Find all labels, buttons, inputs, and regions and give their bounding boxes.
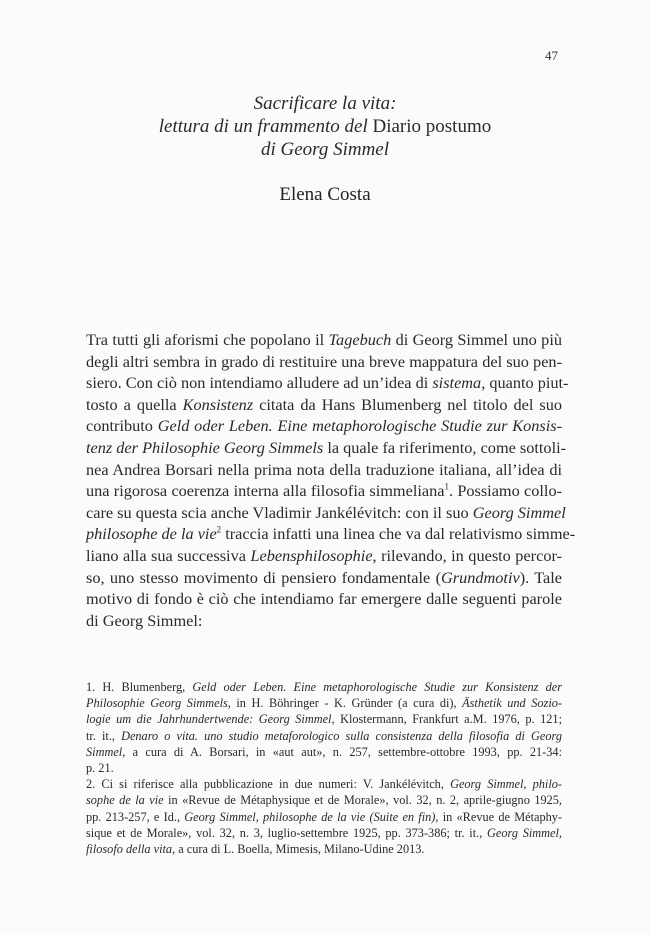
text-run: , Klostermann, Frankfurt a.M. 1976, p. 121; (331, 712, 562, 727)
body-line (86, 502, 566, 524)
footnote-line (86, 809, 562, 825)
text-run: contributo (86, 416, 158, 436)
footnote-line (86, 776, 562, 792)
title-line-2: lettura di un frammento del Diario postumo (158, 116, 492, 137)
text-run: degli altri sembra in grado di restituire una breve mappatura del suo pen- (86, 351, 562, 371)
text-run: Simmel (86, 744, 123, 759)
text-run: Geld oder Leben. Eine metaphorologische Studie zur Konsistenz der (192, 680, 562, 694)
footnote-line (86, 760, 562, 776)
text-run: Philosophie Georg Simmels (86, 696, 228, 711)
body-line (86, 415, 562, 437)
body-line (86, 523, 576, 545)
text-run: di Georg Simmel: (86, 610, 203, 630)
text-run: Georg Simmel (472, 502, 566, 522)
body-line (86, 394, 562, 416)
text-run: una rigorosa coerenza interna alla filosofia simmeliana (86, 481, 445, 501)
body-line (86, 351, 562, 373)
footnote-line (86, 841, 562, 857)
body-line (86, 545, 562, 567)
text-run: tr. it., (86, 728, 122, 743)
footnote-ref: 1 (444, 481, 449, 492)
text-run: liano alla sua successiva (86, 545, 251, 565)
text-run: tenz der Philosophie Georg Simmels (86, 437, 324, 457)
text-run: Denaro o vita. uno studio metaforologico sulla consistenza della filosofia di Georg (121, 728, 562, 743)
text-run: care su questa scia anche Vladimir Jankélévitch: con il suo (86, 502, 473, 522)
text-run: , a cura di L. Boella, Mimesis, Milano-Udine 2013. (172, 842, 425, 857)
text-run: nea Andrea Borsari nella prima nota della traduzione italiana, all’idea di (86, 459, 562, 479)
title-line-1: Sacrificare la vita: (253, 93, 397, 114)
text-run: siero. Con ciò non intendiamo alludere ad un’idea di (86, 373, 433, 393)
text-run: sophe de la vie (86, 793, 164, 808)
text-run: motivo di fondo è ciò che intendiamo far emergere dalle seguenti parole (86, 589, 562, 609)
footnote-line (86, 825, 562, 841)
text-run: Georg Simmel, (487, 825, 562, 840)
text-run: philosophe de la vie (86, 524, 217, 544)
footnote-line (86, 711, 562, 727)
text-run: Konsistenz (182, 394, 254, 414)
page-number: 47 (545, 48, 558, 63)
body-line (86, 567, 562, 589)
article-title (0, 92, 650, 161)
body-line (86, 329, 562, 351)
title-line-3: di Georg Simmel (260, 139, 390, 160)
text-run: , quanto piut- (481, 373, 569, 393)
text-run: Tagebuch (328, 330, 392, 349)
footnotes (86, 679, 562, 857)
text-run: , rilevando, in questo percor- (372, 545, 562, 565)
body-line (86, 480, 562, 502)
text-run: sique et de Morale», vol. 32, n. 3, luglio-settembre 1925, pp. 373-386; tr. it., (86, 825, 488, 840)
text-run: ). Tale (519, 567, 562, 587)
body-paragraph (86, 329, 576, 631)
text-run: in «Revue de Métaphysique et de Morale», vol. 32, n. 2, aprile-giugno 1925, (163, 793, 562, 808)
text-run: , in H. Böhringer - K. Gründer (a cura di), (227, 696, 463, 711)
text-run: la quale fa riferimento, come sottoli- (323, 437, 567, 457)
body-line (86, 459, 562, 481)
text-run: , in «Revue de Métaphy- (435, 809, 563, 824)
footnote-line (86, 728, 562, 744)
text-run: Tra tutti gli aforismi che popolano il (86, 330, 329, 349)
text-run: Geld oder Leben. Eine metaphorologische Studie zur Konsis- (157, 416, 562, 436)
text-run: citata da Hans Blumenberg nel titolo del suo (253, 394, 562, 414)
text-run: Georg Simmel, philo- (450, 777, 562, 792)
body-line (86, 588, 562, 610)
text-run: Grundmotiv (441, 567, 520, 587)
text-run: Georg Simmel, philosophe de la vie (Suite en fin) (184, 809, 436, 824)
body-line (86, 437, 567, 459)
text-run: filosofo della vita (86, 842, 173, 857)
body-line (86, 610, 562, 632)
text-run: pp. 213-257, e Id., (86, 809, 185, 824)
text-run: traccia infatti una linea che va dal relativismo simme- (221, 524, 576, 544)
body-line (86, 372, 569, 394)
footnote-line (86, 695, 562, 711)
text-run: . Possiamo collo- (448, 481, 563, 501)
text-run: tosto a quella (86, 394, 183, 414)
text-run: Lebensphilosophie (250, 545, 373, 565)
text-run: di Georg Simmel uno più (391, 330, 562, 349)
text-run: sistema (432, 373, 482, 393)
footnote-line (86, 792, 562, 808)
text-run: , a cura di A. Borsari, in «aut aut», n. 257, settembre-ottobre 1993, pp. 21-34: (122, 744, 562, 759)
footnote-ref: 2 (216, 524, 222, 535)
text-run: Ästhetik und Sozio- (462, 696, 562, 711)
text-run: 1. H. Blumenberg, (86, 680, 193, 694)
footnote-line (86, 744, 562, 760)
text-run: p. 21. (86, 761, 114, 776)
author-name: Elena Costa (279, 184, 371, 205)
text-run: logie um die Jahrhundertwende: Georg Simmel (86, 712, 332, 727)
text-run: so, uno stesso movimento di pensiero fondamentale ( (86, 567, 442, 587)
footnote-line (86, 679, 562, 695)
text-run: 2. Ci si riferisce alla pubblicazione in due numeri: V. Jankélévitch, (86, 777, 451, 792)
